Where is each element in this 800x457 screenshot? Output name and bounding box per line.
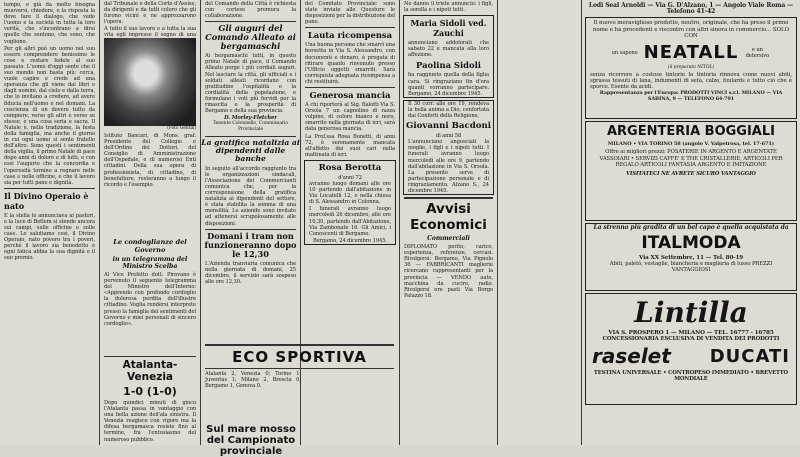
- ad-address: Via XX Settembre, 11 — Tel. 80-19: [638, 255, 744, 262]
- obituary-name: Maria Sidoli ved. Zauchi: [410, 18, 487, 39]
- ad-text: La strenna più gradita di un bel capo è quella acquistata da: [593, 224, 789, 232]
- column-1: [0, 0, 99, 445]
- sport-subheading: Sul mare mosso del Campionato provinciale: [206, 424, 296, 457]
- obituary-text: annunciano addolorati che sabato 22 è mancata alla loro affezione.: [408, 40, 489, 59]
- italmoda-ad: [585, 223, 797, 291]
- column-4: [301, 0, 399, 445]
- article-text: tempo, e già da molto bisogna muoversi, chiedere, e la risposta la deve fare il dialogo, che vede l'uomo e la società in tutta la loro verità, che s'incontrano a dirsi quello che sentono, che sono, che vogliono. Per gli altri può un uomo nel suo essere comprendere benissimo le cose e restare fedele al suo passato. L'uomo d'oggi sente che il suo mondo non basta più: cerca, vuole capire e crede ad una speranza che gli viene dai libri e dagli uomini, dal cielo e dalla terra, che lo invitano a credere, ad avere fiducia nell'uomo e nel domani. La coscienza di un dovere tutto da compiere, verso gli altri e verso se stesso, è una cosa seria e sacra. Il Natale è, nella tradizione, la festa della famiglia, ma anche il giorno in cui ogni uomo si sente fratello dell'altro. Sono questi i sentimenti della vigilia, il primo Natale di pace dopo anni di dolore e di lutti, e con essi l'augurio che la concordia e l'operosità tornino a regnare nelle case e nelle officine, e che il lavoro sia per tutti pane e dignità.: [4, 2, 95, 186]
- article-text: E la stella lo annunciava ai pastori, e la luce di Betlem si stende ancora sui campi, sulle officine e sulle case. Lo salutiamo così, il Divino Operaio, nato povero tra i poveri, perchè il lavoro sia benedetto e ogni fatica abbia la sua dignità e il suo premio.: [4, 212, 95, 262]
- article-text: Ne danno il triste annuncio: i figli, la sorella e i nipoti tutti.: [404, 1, 493, 14]
- portrait-photo: [104, 38, 196, 126]
- obituary-age: d'anni 72: [338, 174, 362, 181]
- obituary-name: Paolina Sidoli: [416, 60, 481, 71]
- article-text: A chi riporterà al Sig. Balotti Via S. Orsola 7 un cagnolino di razza volpino, di colore bianco e nero, smarrito nella giornata di ieri, sarà data generosa mancia. La Prof.ssa Rosa Bonetti, di anni 72, è serenamente mancata all'affetto dei suoi cari nella mattinata di ieri.: [305, 102, 395, 158]
- obituary-age: di anni 58: [435, 133, 462, 140]
- section-subtitle: Commerciali: [427, 235, 470, 243]
- obituary-name: Rosa Berotta: [318, 162, 382, 173]
- obituary-box: [403, 15, 494, 98]
- ad-footer: TESTINA UNIVERSALE • CONTROPESO IMMEDIATO • BREVETTO MONDIALE: [593, 370, 789, 383]
- column-5: [400, 0, 497, 445]
- obituary-text: Il 30 corr. alle ore 19, rendeva la bella anima a Dio, confortata dai Conforti della Religione,: [408, 100, 489, 120]
- photo-caption: (Foto Gentili): [167, 126, 196, 131]
- ad-tagline: VISITATECI NE AVRETE SICURO VANTAGGIO: [626, 171, 756, 178]
- obituary-name: Giovanni Bacdoni: [406, 121, 491, 132]
- telegram-article: [100, 236, 200, 328]
- brand-prefix: un sapone: [611, 49, 638, 56]
- match-heading: Atalanta-Venezia: [122, 359, 178, 383]
- ad-header-line: Lodi Seal Arnoldi — Via G. D'Alzano, 1 — Angolo Viale Roma — Telefono 41-42: [588, 2, 794, 16]
- brand-row: [586, 40, 796, 65]
- boggiali-ad: [585, 121, 797, 221]
- match-score: 1-0 (1-0): [123, 385, 177, 398]
- article-heading: Lauta ricompensa: [307, 30, 393, 41]
- obituary-date: Bergamo, 24 dicembre 1945.: [312, 237, 387, 244]
- brand-italmoda: ITALMODA: [641, 233, 741, 254]
- article-text: L'Azienda tranviaria comunica che nella giornata di domani, 25 dicembre, il servizio sarà sospeso alle ore 12,30.: [205, 260, 296, 285]
- ad-address: Rappresentanza per l'Europa: PRODOTTI VINCI s.r.l. MILANO — VIA SABINA, 9 — TELEFONO 64-791: [599, 90, 783, 103]
- ad-body: Abiti, paletò, vestaglie, biancheria e maglieria di lusso PREZZI VANTAGGIOSI: [609, 261, 773, 274]
- obituary-text: L'annunciano angosciati la moglie, i figli e i nipoti tutti. I funerali avranno luogo mercoledì alle ore 9, partendo dall'abitazione in Via S. Orsola. La presente serve di partecipazione personale e di ringraziamento. Alzano S., 24 dicembre 1945.: [408, 139, 489, 194]
- section-title: Avvisi Economici: [410, 201, 487, 234]
- article-heading: La gratifica natalizia ai dipendenti dalle banche: [201, 137, 300, 164]
- article-heading: Domani i tram non funzioneranno dopo le 12,30: [204, 230, 297, 259]
- section-title: ECO SPORTIVA: [232, 348, 367, 366]
- article-text: Al Vice Prefetto dott. Pirovano è pervenuto il seguente telegramma del Ministro dell'Interno: «Apprendo con profondo cordoglio la dolorosa perdita dell'illustre cittadino. Voglia rendersi interprete presso la famiglia dei sentimenti del Governo e miei personali di sincero cordoglio».: [104, 272, 196, 327]
- article-heading: Il Divino Operaio è nato: [4, 190, 89, 211]
- signature-title: Tenente Colonnello, Commissario Provinciale: [212, 121, 289, 133]
- article-heading: Gli auguri del Comando Alleato ai bergamaschi: [205, 23, 296, 52]
- article-heading: Generosa mancia: [309, 90, 391, 101]
- article-text: Dopo quindici minuti di gioco l'Atalanta passa in vantaggio con una bella azione dell'ala sinistra. Il Venezia reagisce con vigore ma la difesa bergamasca resiste fino al termine, fra l'entusiasmo del numeroso pubblico.: [104, 400, 196, 443]
- brand-neatall: NEATALL: [643, 42, 739, 64]
- ad-text: Il nuovo meraviglioso prodotto, neutro, originale, che ha preso il primo nome e ha procedenti e riscontro con altri sinora in commercio... SOLO CON: [592, 20, 790, 39]
- article-text: Ai bergamaschi tutti, in questo primo Natale di pace, il Comando Alleato porge i più cordiali auguri. Nel lasciare la città, gli ufficiali e i soldati alleati ricordano con gratitudine l'ospitalità e la cordialità della popolazione, e formulano i voti più fervidi per la rinascita e la prosperità di Bergamo e della sua provincia.: [205, 53, 296, 115]
- ad-address: MILANO • VIA TORINO 58 (angolo V. Valpetrosa, tel. 17-671): [607, 141, 775, 148]
- article-text: Una buona persona che smarrì una borsetta in Via S. Alessandro, con documenti e denaro, è pregata di ritirare quanto rinvenuto presso l'Ufficio oggetti smarriti. Sarà corrisposta adeguata ricompensa a chi restituirà.: [305, 42, 395, 85]
- brand-lintilla: Lintilla: [634, 295, 748, 329]
- ad-body: senza ricorrere a costose tintorie la tintoria rinnova come nuovi abiti, sgrassa tessuti di lana, indumenti di seta, calze, foulards e tutto ciò che è sporco. Esente da acidi.: [590, 71, 792, 90]
- ad-subtitle: CONCESSIONARIA ESCLUSIVA DI VENDITA DEI PRODOTTI: [602, 336, 780, 343]
- advert-column: [582, 0, 800, 445]
- brand-note: (il preparato NITOL): [667, 65, 715, 71]
- classified-ads: DIPLOMATO perito, carico, esperienza, referenze, cercasi. Rivolgersi: Bergamo, Via Pignolo 36 — FABBRICANTI maglierie ricercano rappresentanti per la provincia — VENDO auto, macchina da cucire, radio. Rivolgersi ore pasti Via Borgo Palazzo 18.: [404, 244, 493, 299]
- obituary-text: ha raggiunto quella della figlia cara. Si ringraziano fin d'ora quanti vorranno partecipare. Bergamo, 24 dicembre 1945.: [408, 72, 489, 97]
- neatall-ad: [585, 17, 797, 119]
- signature: D. Morley-Fletcher: [224, 115, 277, 122]
- column-rule: [497, 0, 498, 445]
- article-heading: Le condoglianze del Governo: [113, 238, 187, 254]
- results-text: Atalanta 2, Venezia 0; Torino 1, Juventus 1; Milano 2, Brescia 0; Bergamo 1, Genova 0.: [205, 371, 301, 390]
- ad-address: VIA S. PROSPERO 1 — MILANO — TEL. 16777 - 16785: [608, 330, 774, 337]
- column-2: [100, 0, 200, 445]
- article-text: dal Tribunale e della Corte d'Assise, da dirigenti e da tutti coloro che gli furono vicini e ne apprezzarono l'opera. A tutto il suo lavoro e a tutta la sua vita egli impresse il segno di una: [104, 1, 196, 39]
- brand-raselet: raselet: [592, 344, 671, 369]
- article-text: In seguito all'accordo raggiunto tra le organizzazioni sindacali, l'Associazione dei Commercianti comunica che, per la corresponsione della gratifica natalizia ai dipendenti del settore, è stata stabilita la somma di una mensilità. Le aziende sono invitate ad attenersi scrupolosamente alle disposizioni.: [205, 165, 296, 227]
- sport-article: [100, 354, 200, 444]
- brand-suffix: e un detersivo: [745, 46, 770, 59]
- brand-ducati: DUCATI: [709, 345, 790, 367]
- article-text: del Comando della Città è richiesta con cortese premura la collaborazione.: [205, 1, 296, 20]
- article-text: del Comitato Provinciale: sono state inviate alle Questure le disposizioni per la distribuzione del pane.: [305, 1, 395, 26]
- logo-row: [586, 342, 796, 370]
- obituary-box: [304, 160, 396, 245]
- logo-row: [586, 294, 796, 330]
- brand-boggiali: ARGENTERIA BOGGIALI: [606, 124, 775, 140]
- ad-body: Offre ai migliori prezzi: POSATERIE IN ARGENTO E ARGENTATE VASSOIARI • SERVIZI CAFFE' E THE CRISTALLERIE, ARTICOLI PER REGALO ARTICOLI FANTASIA ARGENTO E IMITAZIONE: [599, 149, 783, 169]
- article-subheading: in un telegramma del Ministro Scelba: [112, 256, 188, 270]
- article-text: Istituto Bancari, di Mons. graf. Presidente del Collegio e dell'Ordine dei Dottori, del Consiglio di Amministrazione dell'Ospedale, e di numerosi Enti cittadini. Della sua opera di professionista, di cittadino, di benefattore, resteranno a lungo il ricordo e l'esempio.: [104, 133, 196, 188]
- obituary-text: avranno luogo domani alle ore 10 partendo dall'abitazione in Via Locatelli 12, e nella chiesa di S. Alessandro in Colonna. I funerali avranno luogo mercoledì 26 dicembre, alle ore 10,30, partendo dall'Abitazione, Via Zambonate 16. Gli Amici, i Conoscenti di Bergamo.: [309, 180, 391, 237]
- lintilla-ducati-ad: [585, 293, 797, 405]
- obituary-box: [403, 100, 494, 195]
